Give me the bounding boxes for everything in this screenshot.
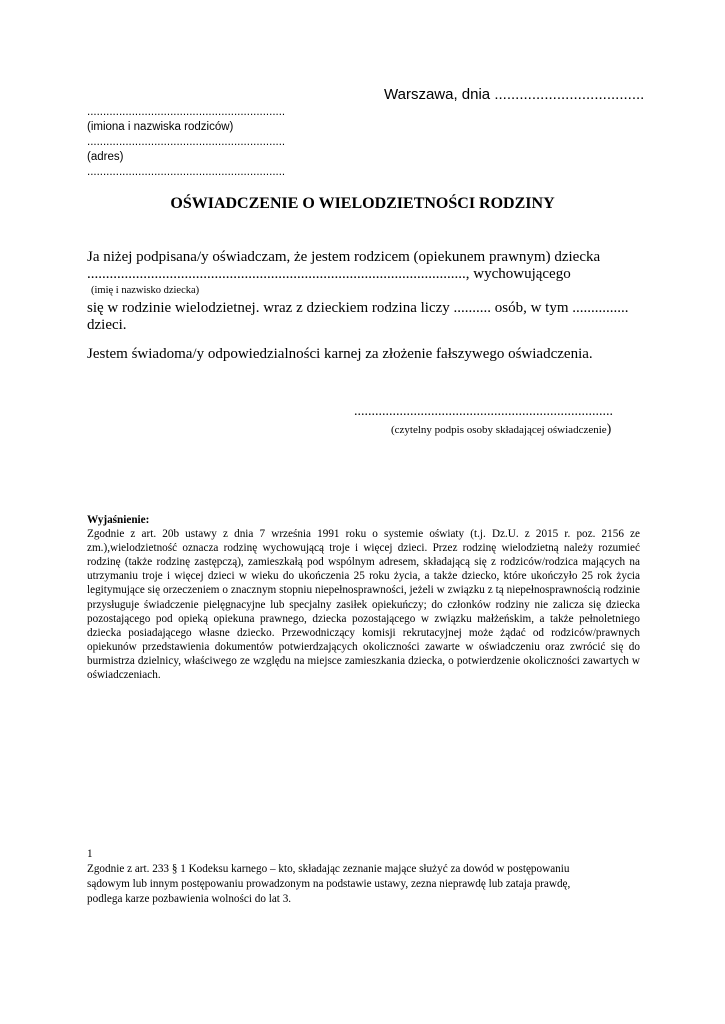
parents-label: (imiona i nazwiska rodziców): [87, 121, 234, 133]
date-line: Warszawa, dnia ....................................: [384, 86, 645, 103]
declaration-line-4: dzieci.: [87, 317, 127, 333]
footnote-line-1: Zgodnie z art. 233 § 1 Kodeksu karnego – kto, składając zeznanie mające służyć za dowód w postępowaniu: [87, 863, 570, 875]
declaration-line-1: Ja niżej podpisana/y oświadczam, że jestem rodzicem (opiekunem prawnym) dziecka: [87, 249, 601, 265]
signature-label: [391, 422, 611, 438]
address-label: (adres): [87, 151, 124, 163]
address-dots-line-1: ..............................................................: [87, 136, 286, 148]
declaration-line-3: się w rodzinie wielodzietnej. wraz z dzieckiem rodzina liczy .......... osób, w tym ...............: [87, 300, 629, 316]
responsibility-statement: Jestem świadoma/y odpowiedzialności karnej za złożenie fałszywego oświadczenia.: [87, 346, 593, 362]
declaration-line-2: ....................................................................................................., wychowującego: [87, 266, 571, 282]
document-title: OŚWIADCZENIE O WIELODZIETNOŚCI RODZINY: [170, 195, 555, 212]
footnote-number: 1: [87, 848, 93, 860]
child-name-label: (imię i nazwisko dziecka): [91, 285, 200, 296]
address-dots-line-2: ..............................................................: [87, 166, 286, 178]
footnote-line-3: podlega karze pozbawienia wolności do lat 3.: [87, 893, 292, 905]
explanation-section: [87, 513, 640, 682]
signature-dots: ..........................................................................: [354, 404, 613, 419]
footnote-line-2: sądowym lub innym postępowaniu prowadzonym na podstawie ustawy, zezna nieprawdę lub zataja prawdę,: [87, 878, 571, 890]
parents-dots-line: ..............................................................: [87, 106, 286, 118]
explanation-text: Zgodnie z art. 20b ustawy z dnia 7 września 1991 roku o systemie oświaty (t.j. Dz.U. z 2015 r. poz. 2156 ze zm.),wielodzietność oznacza rodzinę wychowującą troje i więcej dzieci. Przez rodzinę wielodzietną należy rozumieć rodzinę (także rodzinę zastępczą), zamieszkałą pod wspólnym adresem, składającą się z rodziców/rodzica mających na utrzymaniu troje i więcej dzieci w wieku do ukończenia 25 roku życia, a także dziecko, które ukończyło 25 rok życia legitymujące się orzeczeniem o znacznym stopniu niepełnosprawności, jeżeli w związku z tą niepełnosprawnością rodzinie przysługuje świadczenie pielęgnacyjne lub specjalny zasiłek opiekuńczy; do członków rodziny nie zalicza się dziecka pozostającego pod opieką opiekuna prawnego, dziecka pozostającego w związku małżeńskim, a także pełnoletniego dziecka posiadającego własne dziecko. Przewodniczący komisji rekrutacyjnej może żądać od rodziców/prawnych opiekunów przedstawienia dokumentów potwierdzających okoliczności zawarte w oświadczeniu oraz zwrócić się do burmistrza dzielnicy, właściwego ze względu na miejsce zamieszkania dziecka, o potwierdzenie okoliczności zawartych w oświadczeniach.: [87, 528, 640, 682]
signature-label-text: (czytelny podpis osoby składającej oświadczenie: [391, 424, 607, 436]
signature-label-paren: ): [606, 422, 612, 437]
explanation-heading: Wyjaśnienie:: [87, 514, 150, 526]
